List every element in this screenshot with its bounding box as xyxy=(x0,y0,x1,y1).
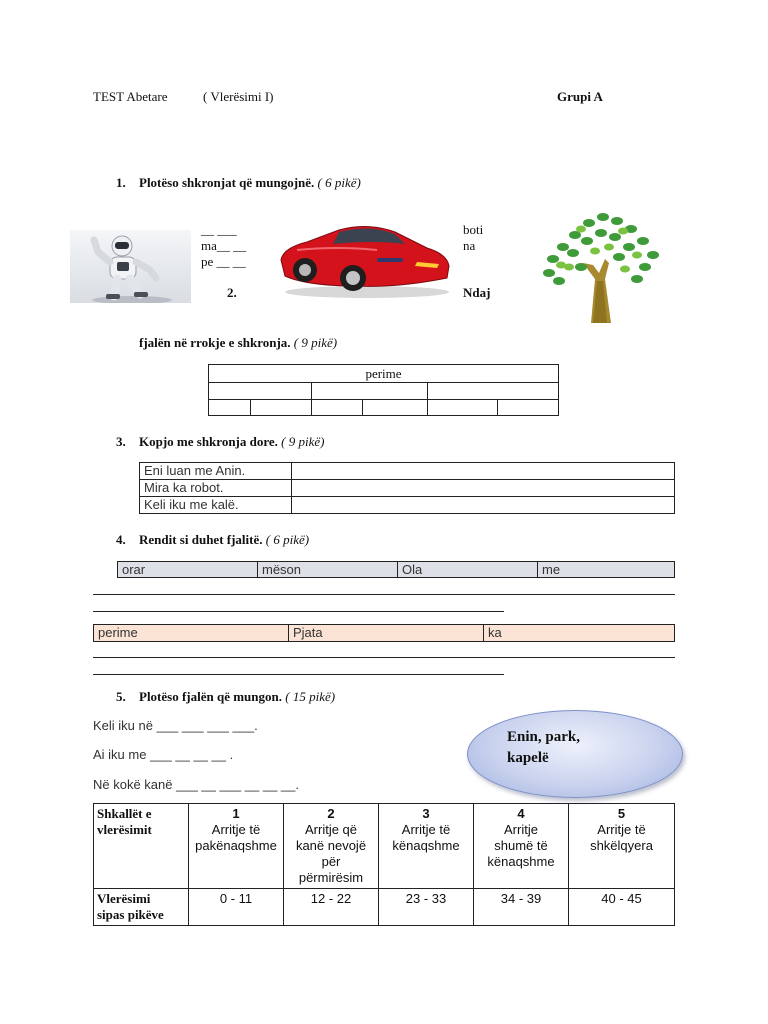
red-car-image xyxy=(277,220,452,300)
q3-points: ( 9 pikë) xyxy=(281,434,325,449)
copy-sentence-2: Mira ka robot. xyxy=(140,480,292,497)
copy-sentence-3: Keli iku me kalë. xyxy=(140,497,292,514)
word-na: na xyxy=(463,238,476,253)
level-number: 4 xyxy=(517,806,525,821)
q3-text: Kopjo me shkronja dore. xyxy=(139,434,278,449)
copy-sentence-1: Eni luan me Anin. xyxy=(140,463,292,480)
label-line: sipas pikëve xyxy=(97,907,164,922)
level-desc: për xyxy=(321,854,341,869)
word-bank-line-2: kapelë xyxy=(507,750,549,766)
word-order-row-2 xyxy=(93,624,675,642)
syllable-table xyxy=(208,364,559,416)
level-2 xyxy=(284,804,379,889)
level-number: 3 xyxy=(422,806,430,821)
grading-label-points xyxy=(94,889,189,926)
level-desc: Arritje që xyxy=(304,822,358,837)
level-desc: kënaqshme xyxy=(487,854,555,869)
q3-number: 3. xyxy=(116,434,126,449)
range-1: 0 - 11 xyxy=(189,889,284,926)
range-3: 23 - 33 xyxy=(379,889,474,926)
level-4 xyxy=(474,804,569,889)
level-desc: përmirësim xyxy=(298,870,364,885)
label-line: Vlerësimi xyxy=(97,891,151,906)
q4-points: ( 6 pikë) xyxy=(265,532,310,547)
copy-row xyxy=(140,480,675,497)
level-1 xyxy=(189,804,284,889)
robot-image xyxy=(70,230,191,303)
word-order-row-1 xyxy=(117,561,675,578)
q5-text: Plotëso fjalën që mungon. xyxy=(139,689,282,704)
q3-heading xyxy=(139,434,324,450)
grading-table xyxy=(93,803,675,926)
answer-line xyxy=(93,611,504,612)
copy-row xyxy=(140,463,675,480)
q1-points: ( 6 pikë) xyxy=(317,175,361,190)
q2-text-b: fjalën në rrokje e shkronja. xyxy=(139,335,291,350)
word-bank-line-1: Enin, park, xyxy=(507,729,580,745)
word-cell: Pjata xyxy=(289,625,484,642)
word-cell: perime xyxy=(94,625,289,642)
label-line: Shkallët e xyxy=(97,806,152,821)
test-title: TEST Abetare xyxy=(93,89,168,104)
blank-line-1: __ ___ xyxy=(201,222,237,237)
q1-words-right xyxy=(463,222,483,254)
word-cell: me xyxy=(538,562,675,578)
copy-answer-1[interactable] xyxy=(292,463,675,480)
level-3 xyxy=(379,804,474,889)
word-boti: boti xyxy=(463,222,484,237)
syllable-word: perime xyxy=(365,366,402,381)
group-label: Grupi A xyxy=(557,89,603,104)
level-desc: kanë nevojë xyxy=(295,838,367,853)
word-cell: mëson xyxy=(258,562,398,578)
level-number: 2 xyxy=(327,806,335,821)
grading-levels-row xyxy=(94,804,675,889)
word-cell: Ola xyxy=(398,562,538,578)
level-desc: Arritje xyxy=(504,822,538,837)
grading-label-levels xyxy=(94,804,189,889)
copy-answer-3[interactable] xyxy=(292,497,675,514)
answer-line xyxy=(93,674,504,675)
label-line: vlerësimit xyxy=(97,822,152,837)
range-4: 34 - 39 xyxy=(474,889,569,926)
q2-text-a: Ndaj xyxy=(463,285,491,300)
copy-row xyxy=(140,497,675,514)
q2-number: 2. xyxy=(227,285,237,300)
copy-answer-2[interactable] xyxy=(292,480,675,497)
fill-line-2: Ai iku me ___ __ __ __ . xyxy=(93,747,234,762)
grading-points-row xyxy=(94,889,675,926)
level-desc: pakënaqshme xyxy=(195,838,277,853)
q1-heading xyxy=(139,175,361,191)
level-desc: kënaqshme xyxy=(392,838,460,853)
q4-text: Rendit si duhet fjalitë. xyxy=(139,532,263,547)
q5-number: 5. xyxy=(116,689,126,704)
level-number: 1 xyxy=(232,806,240,821)
level-desc: shkëlqyera xyxy=(590,838,653,853)
q5-heading xyxy=(139,689,335,705)
copy-table xyxy=(139,462,675,514)
range-5: 40 - 45 xyxy=(569,889,675,926)
word-cell: ka xyxy=(484,625,675,642)
q5-points: ( 15 pikë) xyxy=(285,689,336,704)
q4-heading xyxy=(139,532,309,548)
q2-heading xyxy=(139,335,337,351)
q2-points: ( 9 pikë) xyxy=(293,335,338,350)
level-number: 5 xyxy=(617,806,626,821)
test-subtitle: ( Vlerësimi I) xyxy=(203,89,274,104)
level-desc: Arritje të xyxy=(597,822,646,837)
blank-line-3: pe __ __ xyxy=(201,254,246,269)
level-desc: shumë të xyxy=(494,838,548,853)
fill-line-3: Në kokë kanë ___ __ ___ __ __ __. xyxy=(93,777,299,792)
range-2: 12 - 22 xyxy=(284,889,379,926)
word-cell: orar xyxy=(118,562,258,578)
blank-line-2: ma__ __ xyxy=(201,238,247,253)
level-desc: Arritje të xyxy=(401,822,451,837)
answer-line xyxy=(93,594,675,595)
level-desc: Arritje të xyxy=(211,822,261,837)
q1-blanks xyxy=(201,222,246,270)
word-bank-text xyxy=(507,727,637,769)
fill-line-1: Keli iku në ___ ___ ___ ___. xyxy=(93,718,258,733)
q1-text: Plotëso shkronjat që mungojnë. xyxy=(139,175,315,190)
q4-number: 4. xyxy=(116,532,126,547)
level-5 xyxy=(569,804,675,889)
answer-line xyxy=(93,657,675,658)
tree-image xyxy=(533,207,667,323)
q1-number: 1. xyxy=(116,175,126,190)
